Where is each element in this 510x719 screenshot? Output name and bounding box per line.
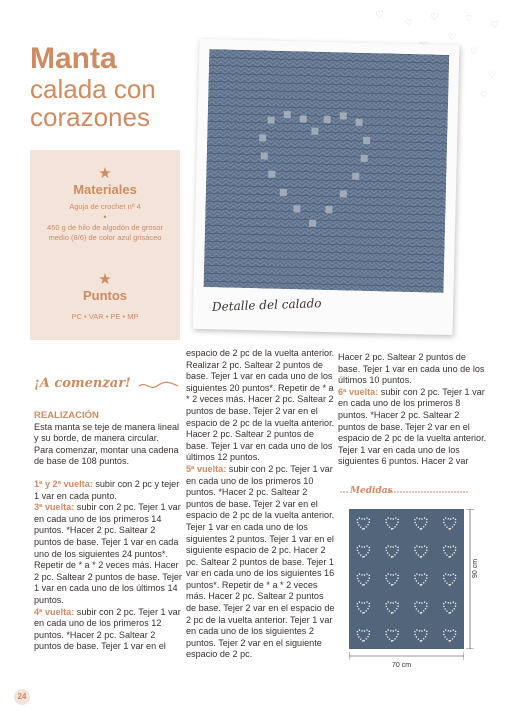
heart-outline <box>386 602 398 613</box>
blanket-diagram <box>349 509 464 649</box>
heart-outline <box>386 518 398 529</box>
heart-outline <box>357 574 369 585</box>
heart-outline <box>357 546 369 557</box>
dash-icon <box>340 490 348 494</box>
row-instruction <box>34 502 184 606</box>
row-instruction <box>186 464 336 661</box>
heart-outline <box>386 574 398 585</box>
heart-outline <box>444 518 456 529</box>
photo-caption: Detalle del calado <box>211 296 322 314</box>
heart-outline <box>357 630 369 641</box>
heart-icon: ♡ <box>448 32 457 42</box>
heart-icon: ♡ <box>470 46 479 56</box>
page-number: 24 <box>14 689 30 705</box>
row-instruction <box>34 479 184 502</box>
star-icon: ★ <box>98 165 112 182</box>
row-instruction <box>338 387 488 468</box>
row-label: 4ª vuelta: <box>34 606 75 617</box>
paragraph: espacio de 2 pc de la vuelta anterior. Realizar 2 pc. Saltear 2 puntos de base. Tejer 1 var en cada uno de los siguientes 20 puntos*. Repetir de * a * 2 veces más. Hacer 2 pc. Saltear 2 puntos de base. Tejer 2 var en el espacio de 2 pc de la vuelta anterior. Hacer 2 pc. Saltear 2 puntos de base. Tejer 1 var en cada uno de los últimos 12 puntos. <box>186 348 335 463</box>
dash-icon <box>388 490 468 494</box>
photo-frame <box>192 39 459 335</box>
row-text: subir con 2 pc y tejer 1 var en cada punto. <box>34 478 180 501</box>
heart-icon: ♡ <box>490 20 499 31</box>
heart-outline <box>386 546 398 557</box>
row-text: subir con 2 pc. Tejer 1 var en cada uno de los primeros 10 puntos. *Hacer 2 pc. Saltear 2 puntos de base. Tejer 2 var en el espacio de 2 pc de la vuelta anterior. Tejer 1 var en cada uno de los siguientes 2 puntos. Tejer 1 var en el siguiente espacio de 2 pc. Hacer 2 pc. Saltear 2 puntos de base. Tejer 1 var en cada uno de los siguientes 16 puntos*. Repetir de * a * 2 veces más. Hacer 2 pc. Saltear 2 puntos de base. Tejer 2 var en el espacio de 2 pc de la vuelta anterior. Tejer 1 var en cada uno de los siguientes 2 puntos. Tejer 2 var en el siguiente espacio de 2 pc. <box>186 463 335 660</box>
row-label: 1ª y 2ª vuelta: <box>34 478 93 489</box>
section-subheading: REALIZACIÓN <box>34 410 99 421</box>
row-label: 3ª vuelta: <box>34 502 75 513</box>
page-subtitle-line1: calada con <box>30 74 156 104</box>
heart-outline <box>415 602 427 613</box>
diagram-heading: Medidas <box>350 486 393 496</box>
materials-item: Aguja de crochet nº 4 <box>69 202 141 211</box>
heart-outline <box>415 630 427 641</box>
text-column-3 <box>338 352 488 468</box>
page-subtitle-line2: corazones <box>30 102 150 132</box>
heart-outline <box>357 602 369 613</box>
section-heading: ¡A comenzar! <box>34 376 131 391</box>
materials-item: 450 g de hilo de algodón de grosor medio (8/6) de color azul grisáceo <box>47 223 163 242</box>
heart-outline <box>386 630 398 641</box>
text-column-2 <box>186 348 336 661</box>
row-label: 6ª vuelta: <box>338 386 379 397</box>
heart-outline <box>415 546 427 557</box>
heart-outline <box>444 602 456 613</box>
page-title: Manta <box>30 42 117 75</box>
heart-icon: ♡ <box>430 12 439 23</box>
paragraph: Para comenzar, montar una cadena de base de 108 puntos. <box>34 444 179 467</box>
heart-icon: ♡ <box>375 10 384 21</box>
heart-grid <box>349 509 464 649</box>
heart-outline <box>415 574 427 585</box>
bullet-icon: • <box>103 212 107 222</box>
heart-outline <box>444 574 456 585</box>
row-text: subir con 2 pc. Tejer 1 var en cada uno de los primeros 14 puntos. *Hacer 2 pc. Saltear 2 puntos de base. Tejer 1 var en cada uno de los siguientes 24 puntos*. Repetir de * a * 2 veces más. Hacer 2 pc. Saltear 2 puntos de base. Tejer 1 var en cada uno de los últimos 14 puntos. <box>34 502 182 605</box>
star-icon: ★ <box>98 271 112 288</box>
stitches-heading: Puntos <box>82 288 128 303</box>
row-text: subir con 2 pc. Tejer 1 var en cada uno de los primeros 12 puntos. *Hacer 2 pc. Saltear 2 puntos de base. Tejer 1 var en el <box>34 606 181 652</box>
crochet-photo <box>204 49 450 293</box>
text-column-1 <box>34 410 184 653</box>
row-label: 5ª vuelta: <box>186 463 227 474</box>
heart-outline <box>357 518 369 529</box>
heart-outline <box>444 546 456 557</box>
heart-icon: ♡ <box>405 18 413 27</box>
heart-icon: ♡ <box>488 70 497 80</box>
height-dimension-line <box>465 509 475 649</box>
heart-icon: ♡ <box>465 14 473 23</box>
paragraph: Hacer 2 pc. Saltear 2 puntos de base. Tejer 1 var en cada uno de los últimos 10 puntos. <box>338 352 485 386</box>
stitches-list: PC • VAR • PE • MP <box>71 312 139 321</box>
width-label: 70 cm <box>392 662 412 669</box>
heart-outline <box>444 630 456 641</box>
width-dimension-line <box>349 651 464 661</box>
materials-box <box>30 150 180 340</box>
swirl-icon <box>138 380 180 392</box>
height-label: 90 cm <box>472 558 479 578</box>
heart-outline <box>415 518 427 529</box>
heart-icon: ♡ <box>480 90 488 99</box>
row-text: subir con 2 pc. Tejer 1 var en cada uno de los primeros 8 puntos. *Hacer 2 pc. Saltear 2 puntos de base. Tejer 2 var en el espacio de 2 pc de la vuelta anterior. Tejer 1 var en cada uno de los siguientes 6 puntos. Hacer 2 var <box>338 386 487 467</box>
materials-heading: Materiales <box>73 182 137 197</box>
row-instruction <box>34 607 184 653</box>
paragraph: Esta manta se teje de manera lineal y su borde, de manera circular. <box>34 421 180 444</box>
